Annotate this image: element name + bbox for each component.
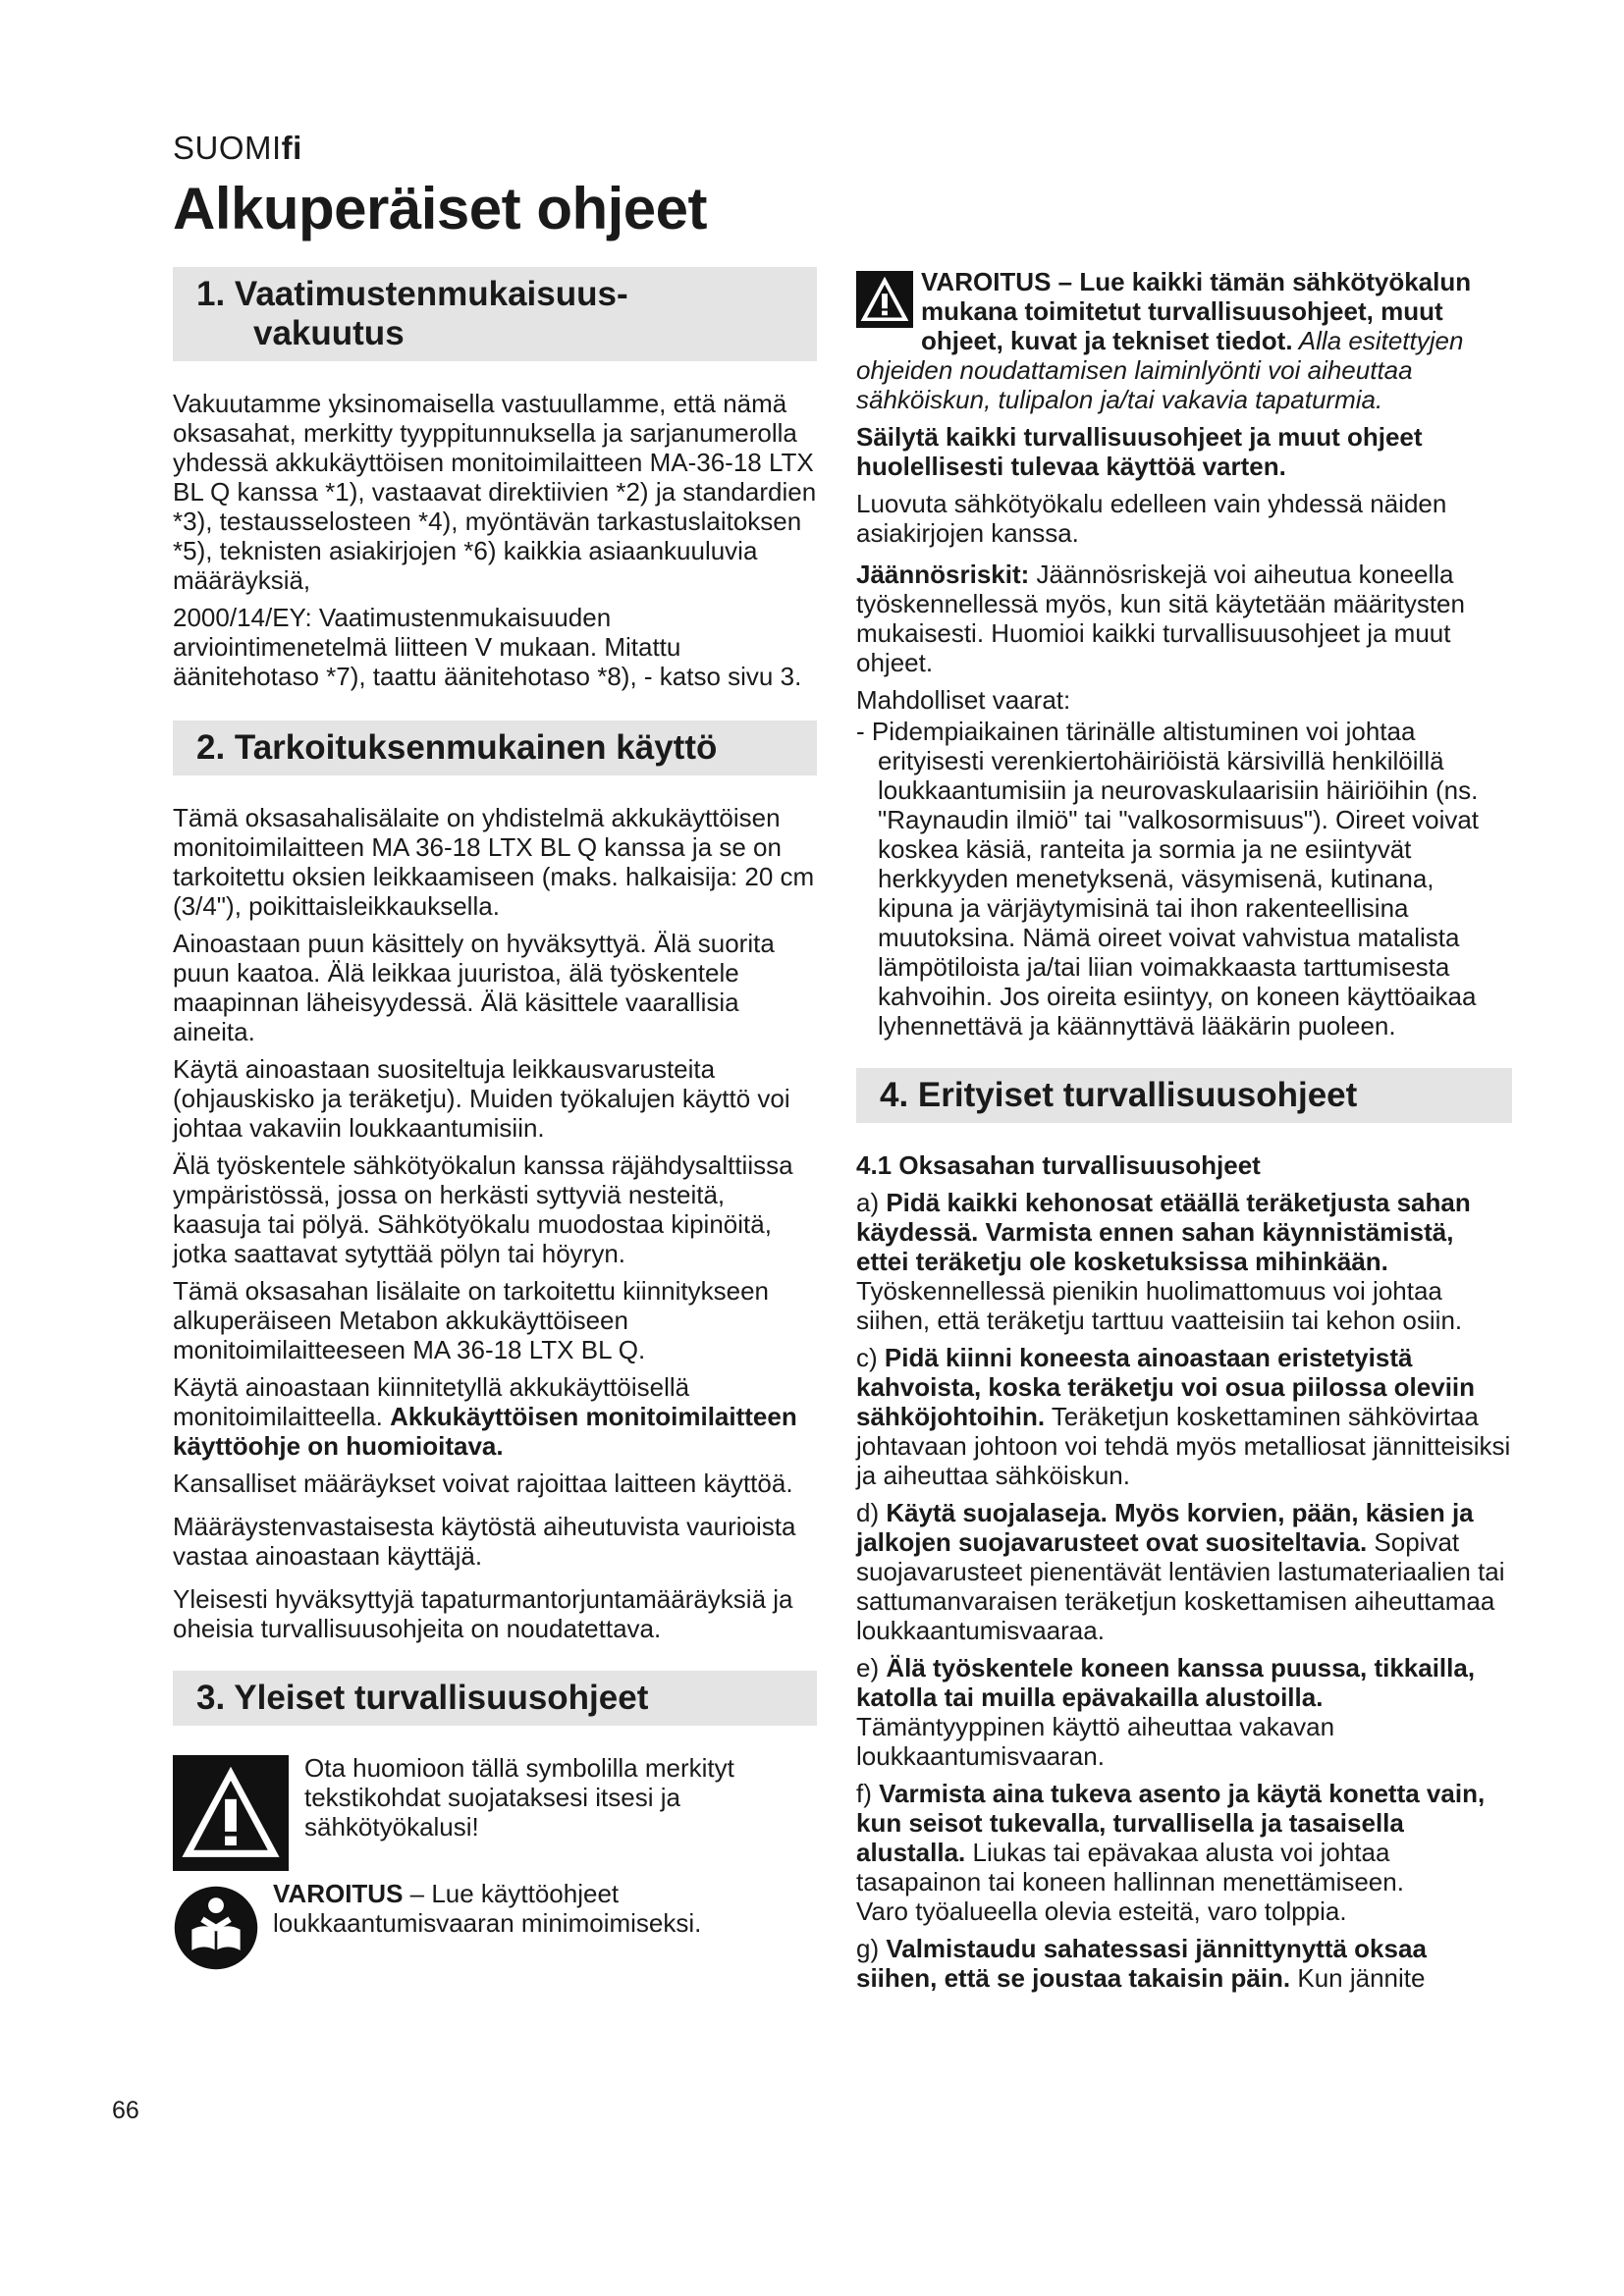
pass-on-text: Luovuta sähkötyökalu edelleen vain yhdessä näiden asiakirjojen kanssa. xyxy=(856,489,1447,548)
page-number: 66 xyxy=(112,2097,139,2124)
s2-paragraph-2: Ainoastaan puun käsittely on hyväksyttyä. Älä suorita puun kaatoa. Älä leikkaa juuristoa, älä työskentele maapinnan läheisyydessä. Älä käsittele vaarallisia aineita. xyxy=(173,929,775,1046)
rule-f-note: Varo työalueella olevia esteitä, varo tolppia. xyxy=(856,1896,1347,1926)
read-manual-notice xyxy=(173,1879,817,1971)
rule-e: e) Älä työskentele koneen kanssa puussa, tikkailla, katolla tai muilla epävakailla alustoilla. Tämäntyyppinen käyttö aiheuttaa vakavan loukkaantumisvaaran. xyxy=(856,1653,1476,1771)
s2-paragraph-4: Älä työskentele sähkötyökalun kanssa räjähdysalttiissa ympäristössä, jossa on herkästi syttyviä nesteitä, kaasuja tai pölyä. Sähkötyökalu muodostaa kipinöitä, jotka saattavat sytyttää pölyn tai höyryn. xyxy=(173,1150,793,1268)
s1-paragraph-1: Vakuutamme yksinomaisella vastuullamme, että nämä oksasahat, merkitty tyyppitunnuksella ja sarjanumerolla yhdessä akkukäyttöisen monitoimilaitteen MA-36-18 LTX BL Q kanssa *1), vastaavat direktiivien *2) ja standardien *3), testausselosteen *4), myöntävän tarkastuslaitoksen *5), teknisten asiakirjojen *6) kaikkia asiaankuuluvia määräyksiä, xyxy=(173,389,817,595)
section-4-1-heading: 4.1 Oksasahan turvallisuusohjeet xyxy=(856,1150,1261,1180)
rule-a: a) Pidä kaikki kehonosat etäällä teräketjusta sahan käydessä. Varmista ennen sahan käynnistämistä, ettei teräketju ole kosketuksissa mihinkään. Työskennellessä pienikin huolimattomuus voi johtaa siihen, että teräketju tarttuu vaatteisiin tai kehon osiin. xyxy=(856,1188,1471,1335)
language-header: SUOMIfi xyxy=(173,130,302,166)
s2-paragraph-8: Määräystenvastaisesta käytöstä aiheutuvista vaurioista vastaa ainoastaan käyttäjä. xyxy=(173,1512,796,1571)
s1-paragraph-2: 2000/14/EY: Vaatimustenmukaisuuden arviointimenetelmä liitteen V mukaan. Mitattu äänitehotaso *7), taattu äänitehotaso *8), - katso sivu 3. xyxy=(173,603,802,691)
left-column xyxy=(173,267,817,1971)
s2-paragraph-6: Käytä ainoastaan kiinnitetyllä akkukäyttöisellä monitoimilaitteella. Akkukäyttöisen monitoimilaitteen käyttöohje on huomioitava. xyxy=(173,1372,797,1461)
page-title: Alkuperäiset ohjeet xyxy=(173,176,708,241)
rule-f: f) Varmista aina tukeva asento ja käytä konetta vain, kun seisot tukevalla, turvallisella ja tasaisella alustalla. Liukas tai epävakaa alusta voi johtaa tasapainon tai koneen hallinnan menettämiseen. xyxy=(856,1779,1486,1896)
rule-c: c) Pidä kiinni koneesta ainoastaan eristetyistä kahvoista, koska teräketju voi osua piilossa oleviin sähköjohtoihin. Teräketjun koskettaminen sähkövirtaa johtavaan johtoon voi tehdä myös metalliosat jännitteisiksi ja aiheuttaa sähköiskun. xyxy=(856,1343,1511,1490)
read-manual-text: VAROITUS – Lue käyttöohjeet loukkaantumisvaaran minimoimiseksi. xyxy=(273,1879,702,1938)
symbol-notice-text: Ota huomioon tällä symbolilla merkityt tekstikohdat suojataksesi itsesi ja sähkötyökalusi! xyxy=(304,1753,734,1842)
section-3-heading: 3. Yleiset turvallisuusohjeet xyxy=(173,1671,817,1726)
residual-risks: Jäännösriskit: Jäännösriskejä voi aiheutua koneella työskennellessä myös, kun sitä käytetään määritysten mukaisesti. Huomioi kaikki turvallisuusohjeet ja muut ohjeet. xyxy=(856,560,1465,677)
section-2-heading: 2. Tarkoituksenmukainen käyttö xyxy=(173,721,817,775)
right-column xyxy=(856,267,1512,2001)
vibration-hazard: - Pidempiaikainen tärinälle altistuminen voi johtaa erityisesti verenkiertohäiriöistä kärsivillä henkilöillä loukkaantumisiin ja neurovaskulaarisiin häiriöihin (ns. "Raynaudin ilmiö" tai "valkosormisuus"). Oireet voivat koskea käsiä, ranteita ja sormia ja ne esiintyvät herkkyyden menetyksenä, väsymisenä, kutinana, kipuna ja värjäytymisinä tai ihon rakenteellisina muutoksina. Nämä oireet voivat vahvistua matalista lämpötiloista ja/tai liian voimakkaasta tarttumisesta kahvoihin. Jos oireita esiintyy, on koneen käyttöaikaa lyhennettävä ja käännyttävä lääkärin puoleen. xyxy=(856,717,1480,1041)
rule-g: g) Valmistaudu sahatessasi jännittynyttä oksaa siihen, että se joustaa takaisin päin. Kun jännite xyxy=(856,1934,1427,1993)
section-4-heading: 4. Erityiset turvallisuusohjeet xyxy=(856,1068,1512,1123)
possible-hazards-label: Mahdolliset vaarat: xyxy=(856,685,1071,715)
s2-paragraph-7: Kansalliset määräykset voivat rajoittaa laitteen käyttöä. xyxy=(173,1468,793,1498)
keep-instructions: Säilytä kaikki turvallisuusohjeet ja muut ohjeet huolellisesti tulevaa käyttöä varten. xyxy=(856,422,1423,481)
s2-paragraph-3: Käytä ainoastaan suositeltuja leikkausvarusteita (ohjauskisko ja teräketju). Muiden työkalujen käyttö voi johtaa vakaviin loukkaantumisiin. xyxy=(173,1054,790,1143)
general-warning: VAROITUS – Lue kaikki tämän sähkötyökalun mukana toimitetut turvallisuusohjeet, muut ohjeet, kuvat ja tekniset tiedot. Alla esitettyjen ohjeiden noudattamisen laiminlyönti voi aiheuttaa sähköiskun, tulipalon ja/tai vakavia tapaturmia. xyxy=(856,267,1472,414)
section-1-heading: 1. Vaatimustenmukaisuus- vakuutus xyxy=(173,267,817,361)
read-manual-icon xyxy=(173,1885,259,1971)
rule-d: d) Käytä suojalaseja. Myös korvien, pään, käsien ja jalkojen suojavarusteet ovat suositeltavia. Sopivat suojavarusteet pienentävät lentävien lastumateriaalien tai sattumanvaraisen teräketjun koskettamisen aiheuttamaa loukkaantumisvaaraa. xyxy=(856,1498,1505,1645)
s2-paragraph-5: Tämä oksasahan lisälaite on tarkoitettu kiinnitykseen alkuperäiseen Metabon akkukäyttöiseen monitoimilaitteeseen MA 36-18 LTX BL Q. xyxy=(173,1276,769,1364)
s2-paragraph-1: Tämä oksasahalisälaite on yhdistelmä akkukäyttöisen monitoimilaitteen MA 36-18 LTX BL Q kanssa ja se on tarkoitettu oksien leikkaamiseen (maks. halkaisija: 20 cm (3/4"), poikittaisleikkauksella. xyxy=(173,803,815,921)
s2-paragraph-9: Yleisesti hyväksyttyjä tapaturmantorjuntamääräyksiä ja oheisia turvallisuusohjeita on noudatettava. xyxy=(173,1584,793,1643)
warning-triangle-icon xyxy=(173,1755,289,1871)
symbol-notice xyxy=(173,1753,817,1877)
warning-triangle-icon xyxy=(856,271,913,328)
